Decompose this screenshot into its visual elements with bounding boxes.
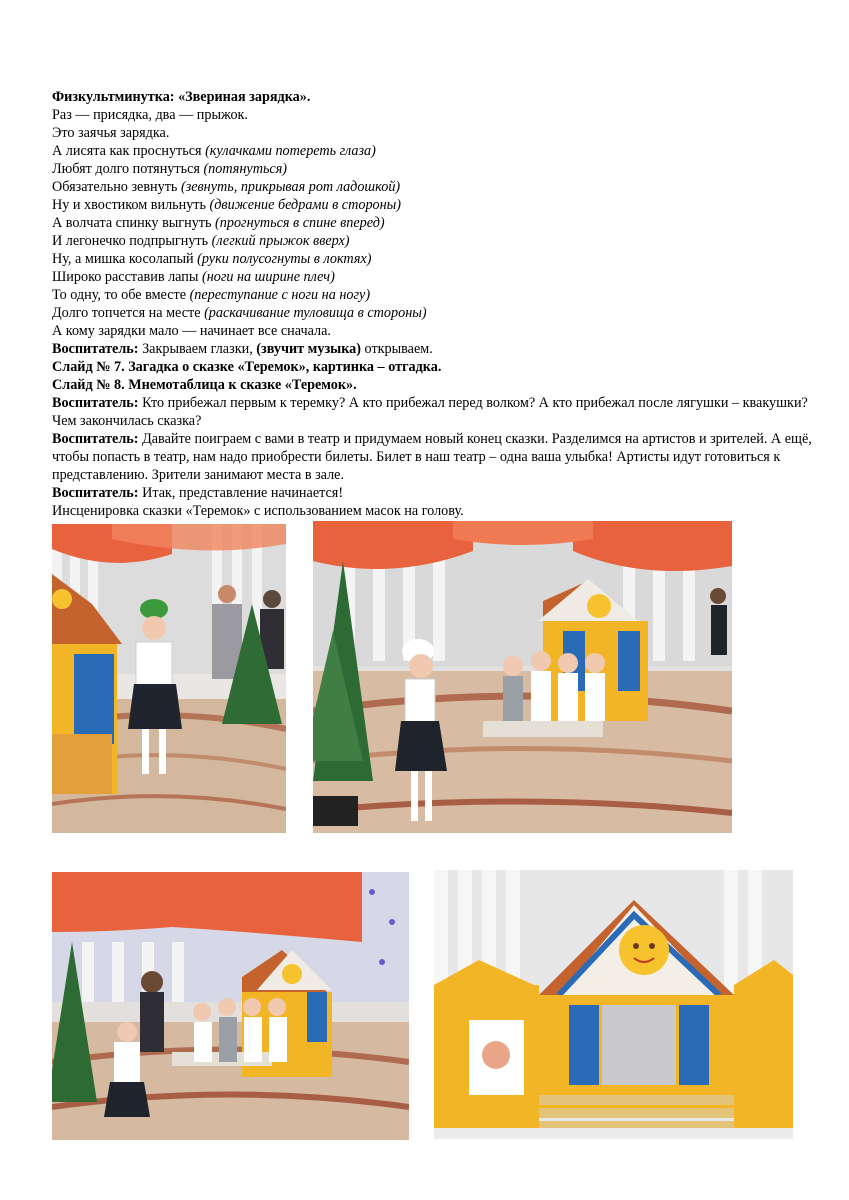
movement-instruction: (прогнуться в спине вперед) — [215, 215, 385, 231]
poem-line — [52, 142, 812, 160]
document-body — [52, 88, 812, 520]
line-text: Это заячья зарядка. — [52, 125, 170, 141]
poem-line — [52, 160, 812, 178]
poem-line — [52, 178, 812, 196]
paragraph-text: Итак, представление начинается! — [138, 485, 344, 501]
paragraph-questions — [52, 394, 812, 430]
paragraph-text: открываем. — [361, 341, 433, 357]
paragraph-music — [52, 340, 812, 358]
paragraph-text: Закрываем глазки, — [138, 341, 257, 357]
movement-instruction: (потянуться) — [203, 161, 288, 177]
heading-text: Физкультминутка: «Звериная зарядка». — [52, 89, 311, 105]
poem-line — [52, 322, 812, 340]
poem-line — [52, 214, 812, 232]
movement-instruction: (легкий прыжок вверх) — [211, 233, 350, 249]
line-text: И легонечко подпрыгнуть — [52, 233, 212, 249]
line-text: Обязательно зевнуть — [52, 179, 181, 195]
movement-instruction: (ноги на ширине плеч) — [201, 269, 335, 285]
line-text: Ну и хвостиком вильнуть — [52, 197, 210, 213]
stage-direction: (звучит музыка) — [256, 341, 361, 357]
movement-instruction: (кулачками потереть глаза) — [205, 143, 376, 159]
staging-caption: Инсценировка сказки «Теремок» с использованием масок на голову. — [52, 503, 464, 519]
photo-girl-frog-mask — [52, 524, 286, 833]
paragraph-theater — [52, 430, 812, 484]
poem-line — [52, 196, 812, 214]
movement-instruction: (руки полусогнуты в локтях) — [197, 251, 372, 267]
exercise-poem — [52, 88, 812, 340]
line-text: А лисята как проснуться — [52, 143, 206, 159]
slide-8-heading: Слайд № 8. Мнемотаблица к сказке «Теремок». — [52, 377, 357, 393]
paragraph-text: Кто прибежал первым к теремку? А кто прибежал перед волком? А кто прибежал после лягушки – квакушки? Чем закончилась сказка? — [52, 395, 808, 429]
line-text: Раз — присядка, два — прыжок. — [52, 107, 248, 123]
slide-7-heading: Слайд № 7. Загадка о сказке «Теремок», картинка – отгадка. — [52, 359, 442, 375]
line-text: Долго топчется на месте — [52, 305, 205, 321]
speaker-label: Воспитатель: — [52, 485, 139, 501]
poem-line — [52, 232, 812, 250]
speaker-label: Воспитатель: — [52, 431, 139, 447]
photo-stage-wide — [52, 872, 409, 1140]
line-text: А волчата спинку выгнуть — [52, 215, 216, 231]
line-text: Широко расставив лапы — [52, 269, 202, 285]
line-text: Любят долго потянуться — [52, 161, 204, 177]
movement-instruction: (переступание с ноги на ногу) — [189, 287, 371, 303]
paragraph-text: Давайте поиграем с вами в театр и придумаем новый конец сказки. Разделимся на артистов и зрителей. А ещё, чтобы попасть в театр, нам надо приобрести билеты. Билет в наш театр – одна ваша улыбка! Артисты идут готовиться к представлению. Зрители занимают места в зале. — [52, 431, 812, 483]
photo-teremok-closeup — [434, 870, 793, 1139]
poem-line — [52, 250, 812, 268]
movement-instruction: (раскачивание туловища в стороны) — [204, 305, 427, 321]
poem-line — [52, 286, 812, 304]
line-text: А кому зарядки мало — начинает все сначала. — [52, 323, 331, 339]
line-text: То одну, то обе вместе — [52, 287, 190, 303]
movement-instruction: (зевнуть, прикрывая рот ладошкой) — [180, 179, 401, 195]
poem-line — [52, 304, 812, 322]
paragraph-start — [52, 484, 812, 502]
poem-line — [52, 124, 812, 142]
speaker-label: Воспитатель: — [52, 341, 139, 357]
photo-children-on-bench — [313, 521, 732, 833]
section-heading — [52, 88, 812, 106]
speaker-label: Воспитатель: — [52, 395, 139, 411]
poem-line — [52, 106, 812, 124]
line-text: Ну, а мишка косолапый — [52, 251, 198, 267]
poem-line — [52, 268, 812, 286]
movement-instruction: (движение бедрами в стороны) — [209, 197, 402, 213]
